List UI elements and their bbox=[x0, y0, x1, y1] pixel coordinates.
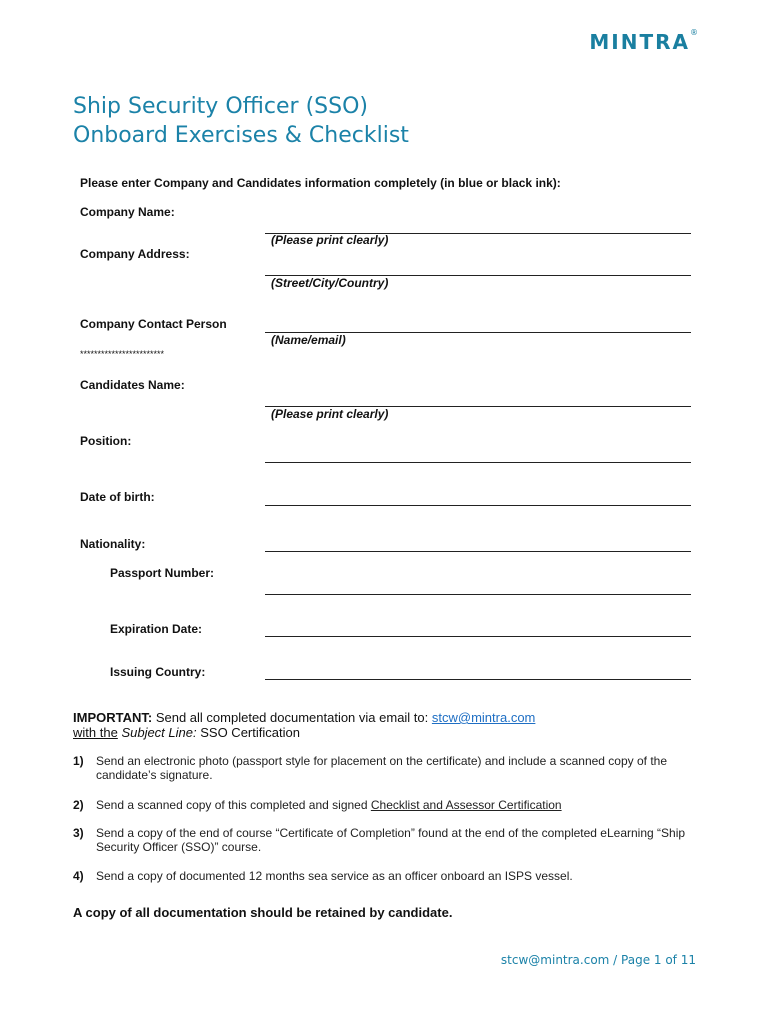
title-line-1: Ship Security Officer (SSO) bbox=[73, 94, 368, 119]
nationality-label: Nationality: bbox=[80, 537, 146, 551]
step-text: Send an electronic photo (passport style for placement on the certificate) and include a scanned copy of the candidate’s signature. bbox=[96, 754, 668, 782]
step-text-prefix: Send a scanned copy of this completed and signed bbox=[96, 798, 371, 812]
intro-instructions: Please enter Company and Candidates information completely (in blue or black ink): bbox=[80, 176, 561, 190]
checklist-link-text: Checklist and Assessor Certification bbox=[370, 798, 562, 812]
passport-number-label: Passport Number: bbox=[110, 566, 215, 580]
issuing-country-label: Issuing Country: bbox=[110, 665, 206, 679]
expiration-date-label: Expiration Date: bbox=[110, 622, 203, 636]
contact-email-link[interactable]: stcw@mintra.com bbox=[431, 710, 536, 725]
step-number: 4) bbox=[73, 869, 84, 883]
expiration-date-field[interactable] bbox=[265, 636, 691, 637]
issuing-country-field[interactable] bbox=[265, 679, 691, 680]
candidates-name-label: Candidates Name: bbox=[80, 378, 185, 392]
page-footer: stcw@mintra.com / Page 1 of 11 bbox=[500, 953, 696, 967]
mintra-logo bbox=[589, 30, 698, 54]
with-the-text: with the bbox=[73, 725, 118, 740]
step-text: Send a copy of the end of course “Certificate of Completion” found at the end of the completed eLearning “Ship Security Officer (SSO)” course. bbox=[96, 826, 686, 854]
date-of-birth-label: Date of birth: bbox=[80, 490, 155, 504]
position-field[interactable] bbox=[265, 462, 691, 463]
step-number: 1) bbox=[73, 754, 84, 768]
position-label: Position: bbox=[80, 434, 132, 448]
subject-line-value: SSO Certification bbox=[200, 725, 300, 740]
company-address-label: Company Address: bbox=[80, 247, 190, 261]
date-of-birth-field[interactable] bbox=[265, 505, 691, 506]
document-title bbox=[73, 92, 409, 150]
passport-number-field[interactable] bbox=[265, 594, 691, 595]
logo-text: MINTRA bbox=[589, 30, 690, 54]
step-number: 2) bbox=[73, 798, 84, 812]
retain-note: A copy of all documentation should be retained by candidate. bbox=[73, 905, 453, 920]
company-contact-hint: (Name/email) bbox=[271, 333, 346, 347]
company-name-label: Company Name: bbox=[80, 205, 175, 219]
subject-line-label: Subject Line: bbox=[121, 725, 197, 740]
title-line-2: Onboard Exercises & Checklist bbox=[73, 123, 409, 148]
step-text: Send a copy of documented 12 months sea service as an officer onboard an ISPS vessel. bbox=[96, 869, 573, 883]
step-number: 3) bbox=[73, 826, 84, 840]
nationality-field[interactable] bbox=[265, 551, 691, 552]
step-text bbox=[96, 798, 696, 812]
important-label: IMPORTANT: bbox=[73, 710, 153, 725]
important-text: Send all completed documentation via email to: bbox=[155, 710, 429, 725]
company-contact-label: Company Contact Person bbox=[80, 317, 227, 331]
registered-mark: ® bbox=[690, 28, 698, 37]
candidates-name-hint: (Please print clearly) bbox=[271, 407, 389, 421]
company-address-hint: (Street/City/Country) bbox=[271, 276, 389, 290]
separator-stars: ************************ bbox=[80, 349, 165, 359]
important-notice bbox=[73, 710, 535, 740]
company-name-hint: (Please print clearly) bbox=[271, 233, 389, 247]
